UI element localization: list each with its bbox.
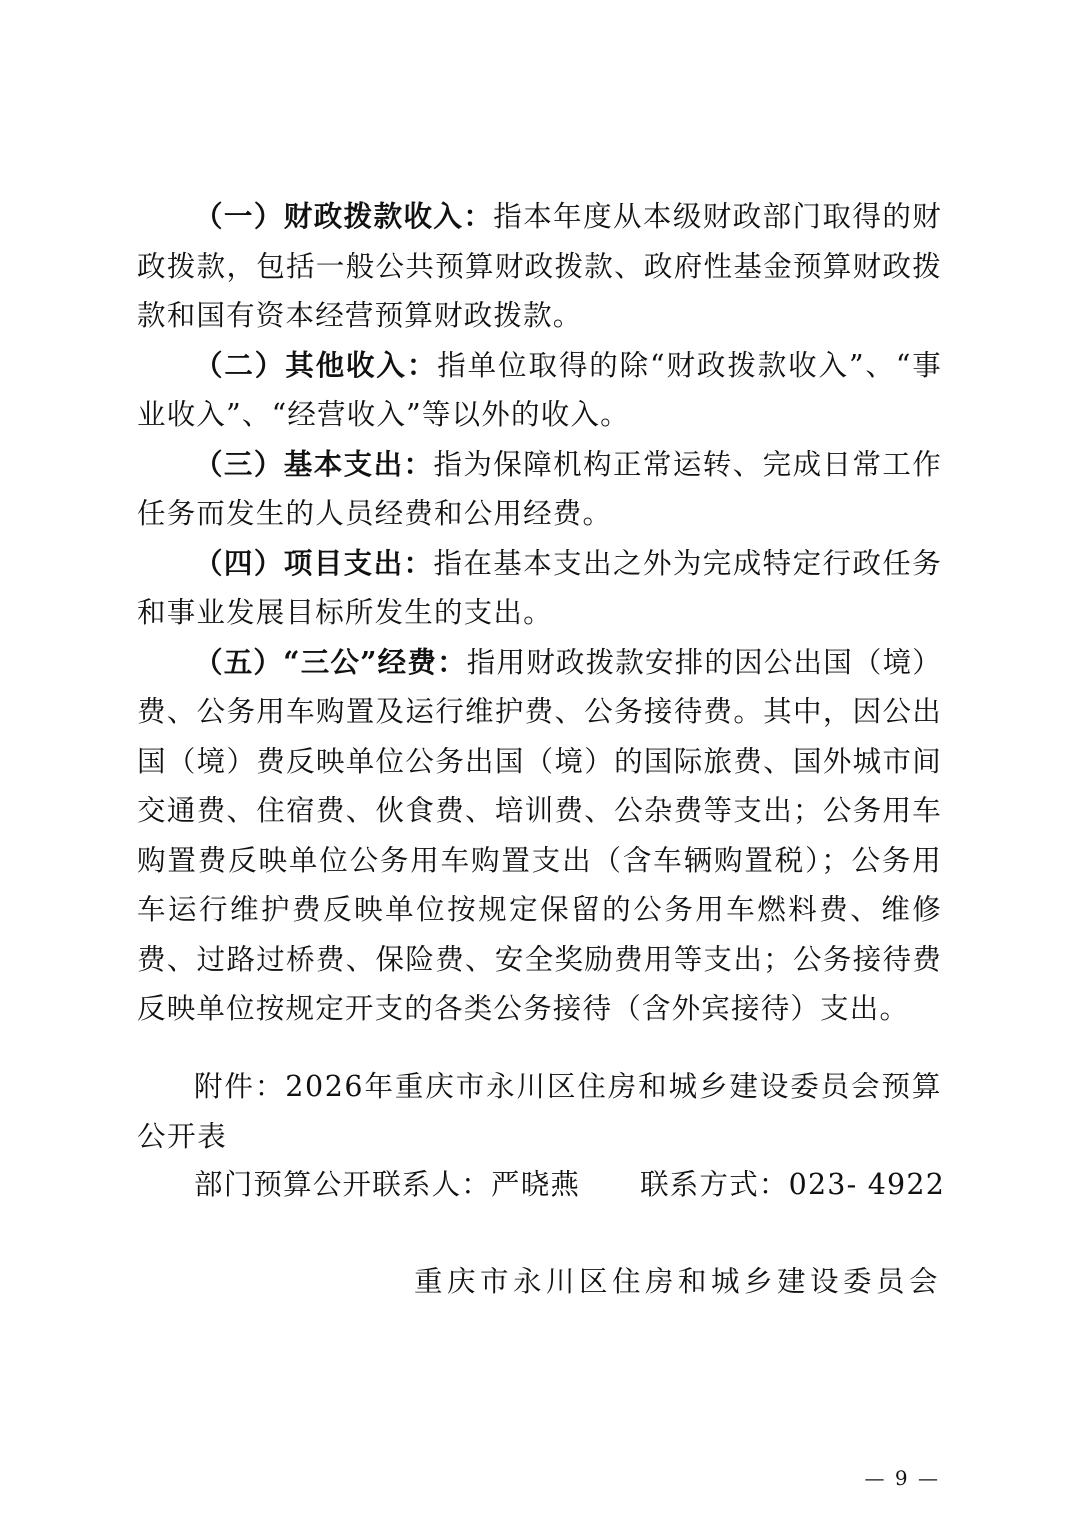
definitions-section — [137, 192, 942, 1034]
attachment-section — [137, 1062, 942, 1161]
definition-text: 指本年度从本级财政部门取得的财政拨款，包括一般公共预算财政拨款、政府性基金预算财政拨款和国有资本经营预算财政拨款。 — [137, 200, 942, 332]
definition-paragraph-1 — [137, 192, 942, 341]
definition-paragraph-5 — [137, 638, 942, 1034]
definition-paragraph-2 — [137, 341, 942, 440]
definition-term: （一）财政拨款收入： — [194, 199, 494, 233]
contact-person: 部门预算公开联系人：严晓燕 — [194, 1168, 581, 1201]
definition-term: （二）其他收入： — [194, 347, 438, 382]
definition-text: 指单位取得的除“财政拨款收入”、“事业收入”、“经营收入”等以外的收入。 — [137, 348, 942, 431]
contact-method: 联系方式：023- 4922 — [640, 1168, 946, 1201]
page-number: — 9 — — [864, 1466, 940, 1490]
attachment-note: 附件：2026年重庆市永川区住房和城乡建设委员会预算公开表 — [137, 1070, 942, 1153]
definition-term: （三）基本支出： — [194, 446, 434, 481]
definition-text: 指在基本支出之外为完成特定行政任务和事业发展目标所发生的支出。 — [137, 546, 942, 629]
definition-term: （五）“三公”经费： — [194, 644, 467, 679]
contact-line — [194, 1160, 945, 1210]
definition-paragraph-3 — [137, 440, 942, 539]
definition-text: 指用财政拨款安排的因公出国（境）费、公务用车购置及运行维护费、公务接待费。其中，因公出国（境）费反映单位公务出国（境）的国际旅费、国外城市间交通费、住宿费、伙食费、培训费、公杂费等支出；公务用车购置费反映单位公务用车购置支出（含车辆购置税）；公务用车运行维护费反映单位按规定保留的公务用车燃料费、维修费、过路过桥费、保险费、安全奖励费用等支出；公务接待费反映单位按规定开支的各类公务接待（含外宾接待）支出。 — [137, 645, 942, 1025]
definition-paragraph-4 — [137, 539, 942, 638]
definition-term: （四）项目支出： — [194, 545, 434, 580]
definition-text: 指为保障机构正常运转、完成日常工作任务而发生的人员经费和公用经费。 — [137, 447, 942, 530]
issuer-signature: 重庆市永川区住房和城乡建设委员会 — [413, 1265, 942, 1298]
